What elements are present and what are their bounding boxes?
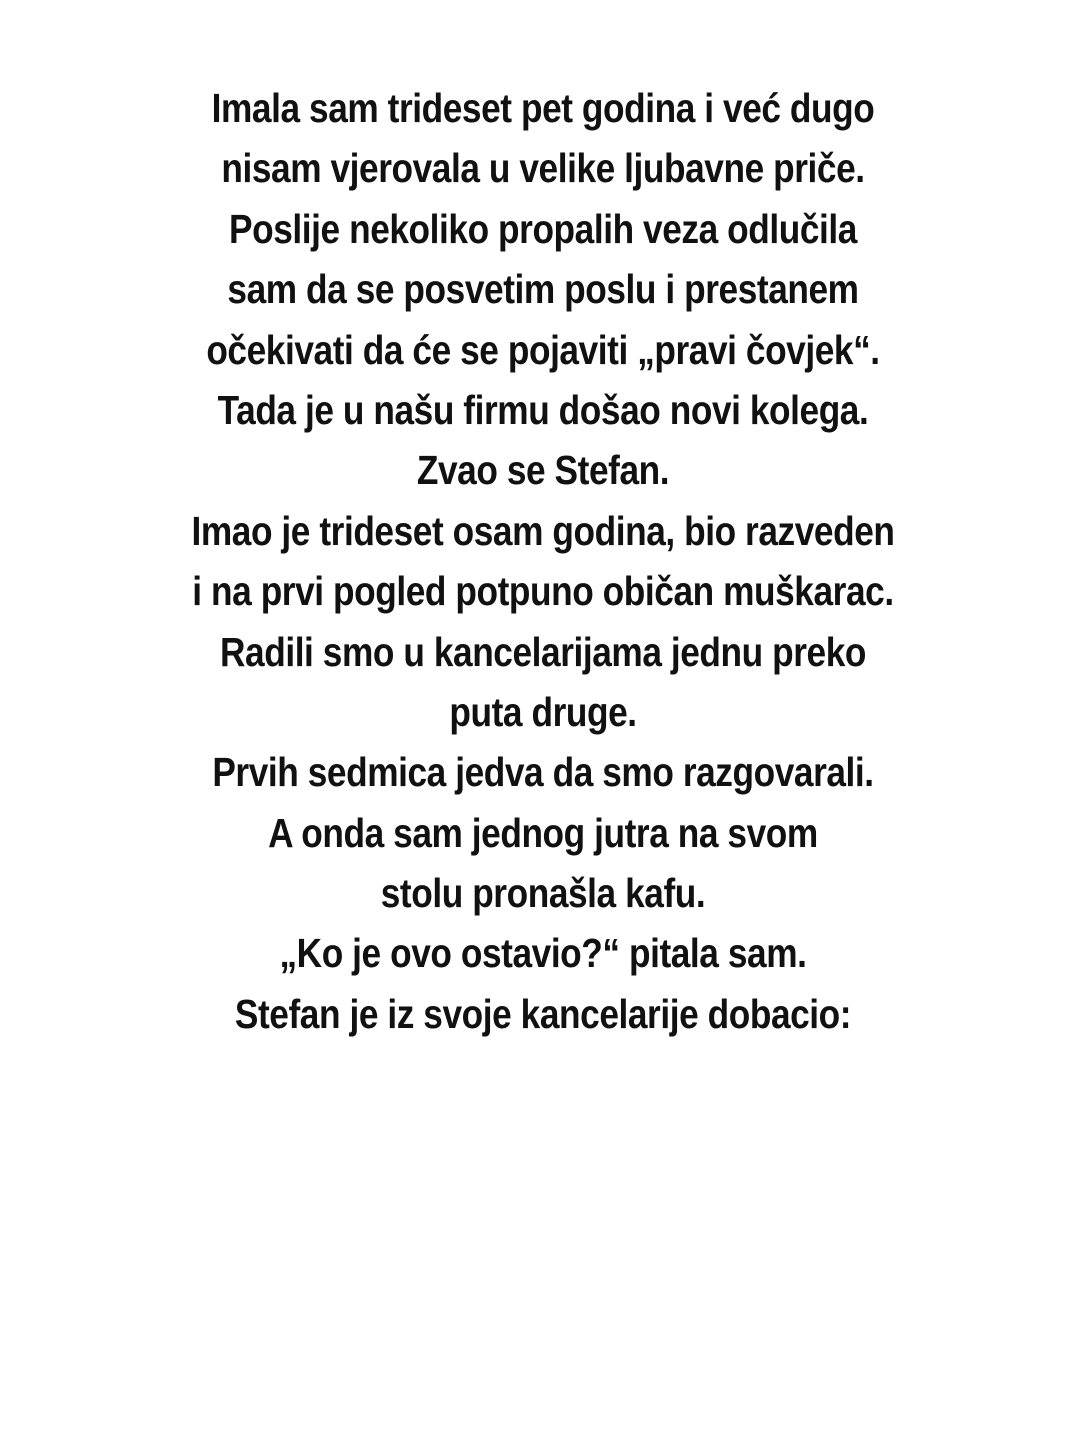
story-line: Imao je trideset osam godina, bio razveden [191,507,895,554]
story-line: Tada je u našu firmu došao novi kolega. [217,386,869,433]
story-line: Zvao se Stefan. [416,447,670,494]
story-line: puta druge. [449,688,637,735]
story-line: Imala sam trideset pet godina i već dugo [211,85,875,131]
story-line: sam da se posvetim poslu i prestanem [227,266,859,313]
story-line: stolu pronašla kafu. [380,870,706,917]
story-text [0,78,1086,1044]
story-line: Poslije nekoliko propalih veza odlučila [229,205,857,252]
story-line: nisam vjerovala u velike ljubavne priče. [221,145,865,192]
story-line: Stefan je iz svoje kancelarije dobacio: [234,990,852,1037]
story-line: Prvih sedmica jedva da smo razgovarali. [212,749,874,796]
story-line: i na prvi pogled potpuno običan muškarac. [192,568,894,615]
story-line: Radili smo u kancelarijama jednu preko [220,628,866,675]
story-line: A onda sam jednog jutra na svom [268,809,818,856]
story-line: očekivati da će se pojaviti „pravi čovjek“. [206,326,880,373]
story-line: „Ko je ovo ostavio?“ pitala sam. [279,930,807,977]
